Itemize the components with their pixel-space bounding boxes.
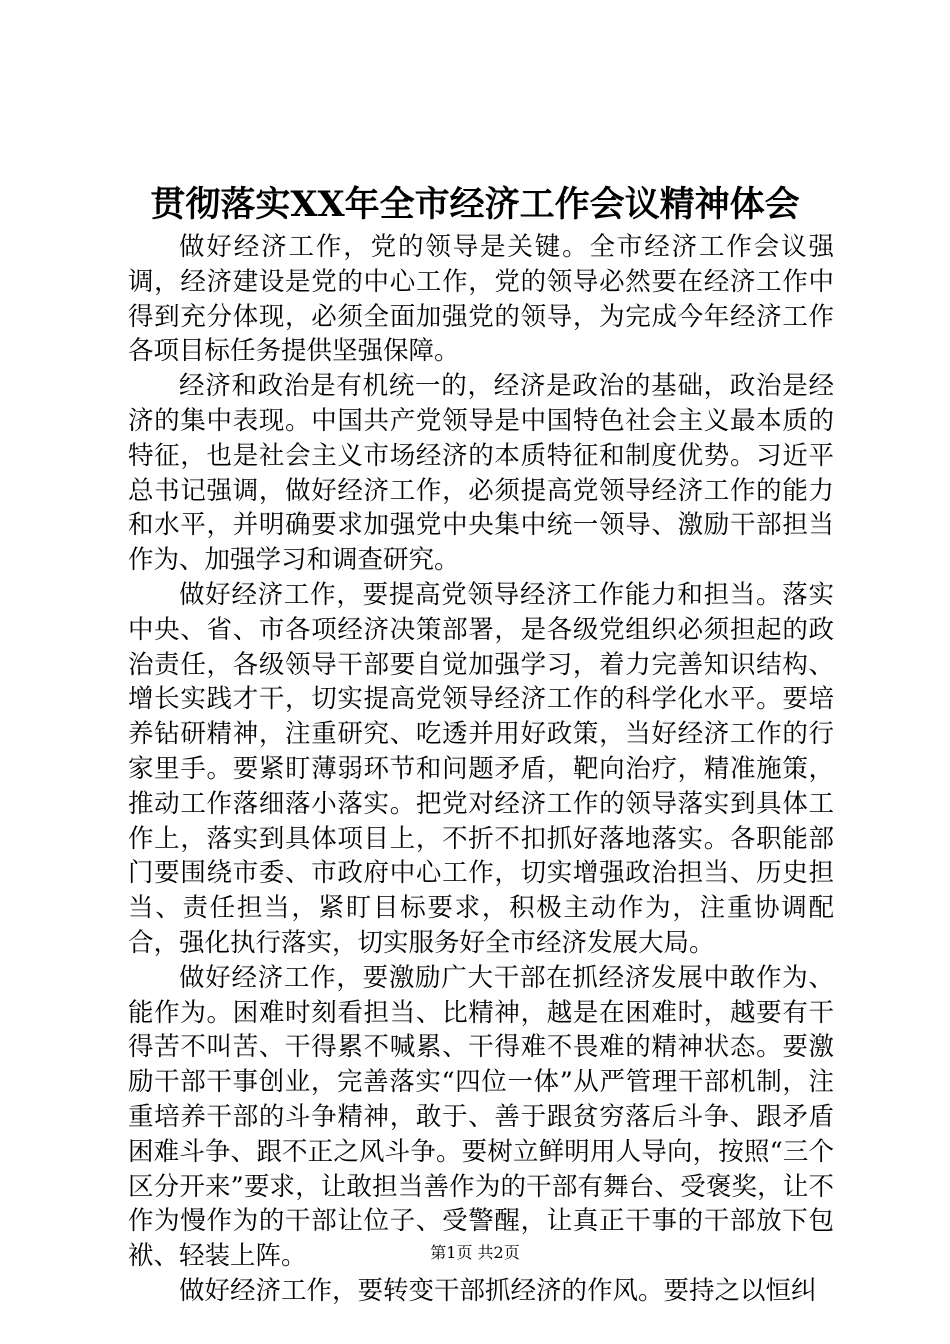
page-footer: 第1页 共2页 <box>430 1243 520 1262</box>
paragraph-1: 做好经济工作，党的领导是关键。全市经济工作会议强调，经济建设是党的中心工作，党的领导必然要在经济工作中得到充分体现，必须全面加强党的领导，为完成今年经济工作各项目标任务提供坚强保障。 <box>128 232 834 367</box>
document-title: 贯彻落实XX年全市经济工作会议精神体会 <box>150 184 800 225</box>
paragraph-5: 做好经济工作，要转变干部抓经济的作风。要持之以恒纠 <box>179 1275 817 1306</box>
paragraph-3: 做好经济工作，要提高党领导经济工作能力和担当。落实中央、省、市各项经济决策部署，是各级党组织必须担起的政治责任，各级领导干部要自觉加强学习，着力完善知识结构、增长实践才干，切实提高党领导经济工作的科学化水平。要培养钻研精神，注重研究、吃透并用好政策，当好经济工作的行家里手。要紧盯薄弱环节和问题矛盾，靶向治疗，精准施策，推动工作落细落小落实。把党对经济工作的领导落实到具体工作上，落实到具体项目上，不折不扣抓好落地落实。各职能部门要围绕市委、市政府中心工作，切实增强政治担当、历史担当、责任担当，紧盯目标要求，积极主动作为，注重协调配合，强化执行落实，切实服务好全市经济发展大局。 <box>128 579 834 958</box>
paragraph-4: 做好经济工作，要激励广大干部在抓经济发展中敢作为、能作为。困难时刻看担当、比精神，越是在困难时，越要有干得苦不叫苦、干得累不喊累、干得难不畏难的精神状态。要激励干部干事创业，完善落实“四位一体”从严管理干部机制，注重培养干部的斗争精神，敢于、善于跟贫穷落后斗争、跟矛盾困难斗争、跟不正之风斗争。要树立鲜明用人导向，按照“三个区分开来”要求，让敢担当善作为的干部有舞台、受褒奖，让不作为慢作为的干部让位子、受警醒，让真正干事的干部放下包袱、轻装上阵。 <box>128 962 834 1272</box>
document-body <box>128 230 834 1309</box>
paragraph-2: 经济和政治是有机统一的，经济是政治的基础，政治是经济的集中表现。中国共产党领导是中国特色社会主义最本质的特征，也是社会主义市场经济的本质特征和制度优势。习近平总书记强调，做好经济工作，必须提高党领导经济工作的能力和水平，并明确要求加强党中央集中统一领导、激励干部担当作为、加强学习和调查研究。 <box>128 371 834 576</box>
